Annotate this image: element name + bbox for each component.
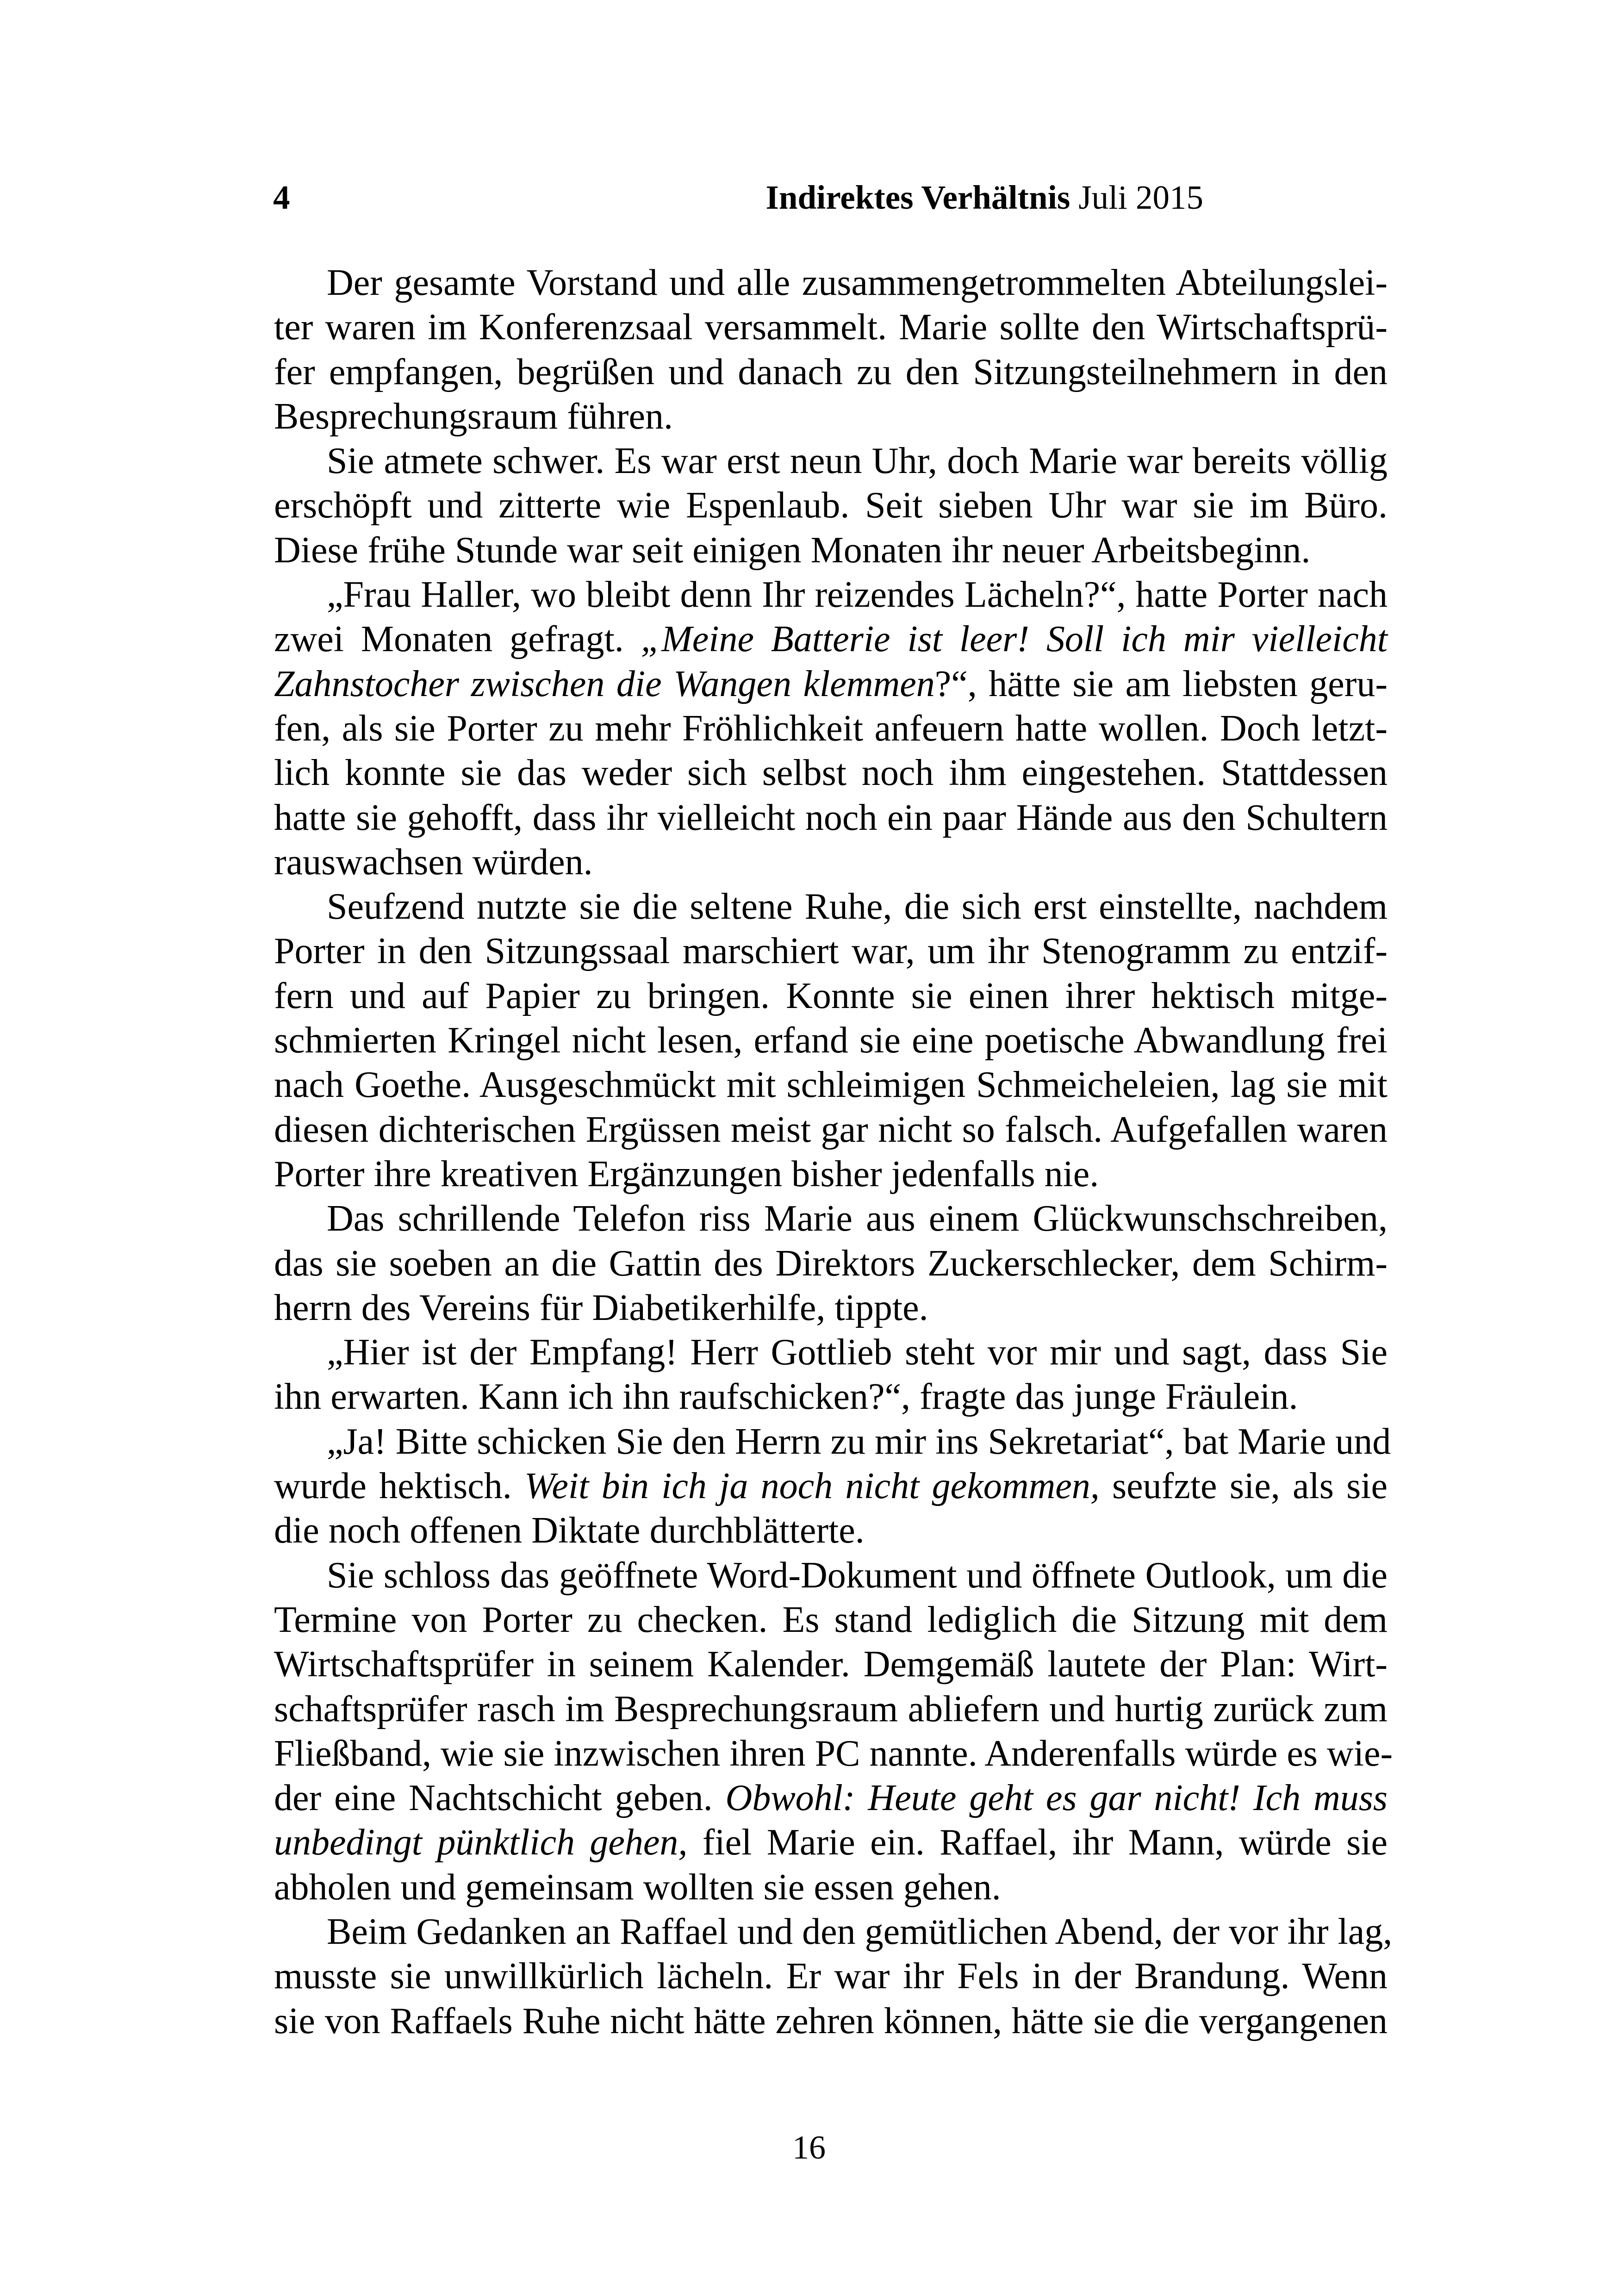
text-run: musste sie unwillkürlich lächeln. Er war ihr Fels in der Brandung. Wenn <box>274 1956 1388 1997</box>
paragraph <box>221 572 1388 884</box>
italic-text-run: Weit bin ich ja noch nicht gekommen, <box>524 1466 1100 1507</box>
italic-text-run: Zahnstocher zwischen die Wangen klemmen <box>274 663 935 704</box>
text-line <box>221 350 1388 394</box>
text-line <box>221 1241 1388 1286</box>
text-run: lich konnte sie das weder sich selbst noch ihm eingestehen. Stattdessen <box>274 753 1388 794</box>
text-line <box>221 305 1388 349</box>
text-run: Fließband, wie sie inzwischen ihren PC nannte. Anderenfalls würde es wie- <box>274 1733 1393 1774</box>
text-run: fern und auf Papier zu bringen. Konnte sie einen ihrer hektisch mitge- <box>274 975 1388 1016</box>
paragraph <box>221 1419 1391 1553</box>
text-run: Diese frühe Stunde war seit einigen Monaten ihr neuer Arbeitsbeginn. <box>274 529 1311 571</box>
text-run: Porter ihre kreativen Ergänzungen bisher jedenfalls nie. <box>274 1153 1099 1195</box>
text-run: nach Goethe. Ausgeschmückt mit schleimigen Schmeicheleien, lag sie mit <box>274 1064 1388 1106</box>
text-line <box>221 439 1388 483</box>
text-line <box>221 1508 1388 1553</box>
page-number: 16 <box>792 2129 826 2166</box>
text-run: zwei Monaten gefragt. <box>274 619 641 660</box>
text-line <box>221 706 1388 751</box>
text-run: hatte sie gehofft, dass ihr vielleicht noch ein paar Hände aus den Schultern <box>274 797 1388 838</box>
text-run: sie von Raffaels Ruhe nicht hätte zehren können, hätte sie die vergangenen <box>274 2000 1388 2041</box>
text-run: rauswachsen würden. <box>274 841 593 883</box>
text-run: fen, als sie Porter zu mehr Fröhlichkeit anfeuern hatte wollen. Doch letzt- <box>274 708 1388 749</box>
italic-text-run: unbedingt pünktlich gehen, <box>274 1822 688 1863</box>
text-line <box>221 1464 1388 1508</box>
text-run: diesen dichterischen Ergüssen meist gar nicht so falsch. Aufgefallen waren <box>274 1109 1388 1150</box>
text-line <box>221 1598 1388 1642</box>
text-line <box>221 1865 1388 1910</box>
italic-text-run: „Meine Batterie ist leer! Soll ich mir vielleicht <box>641 619 1388 660</box>
chapter-date: Juli 2015 <box>1078 179 1203 216</box>
text-line <box>221 1375 1388 1419</box>
paragraph <box>221 1910 1393 2043</box>
text-line <box>221 572 1388 617</box>
text-line <box>221 1910 1393 1954</box>
text-run: seufzte sie, als sie <box>1099 1466 1388 1507</box>
paragraph <box>221 1553 1393 1910</box>
text-line <box>221 261 1388 305</box>
paragraph <box>221 1330 1388 1419</box>
text-run: Wirtschaftsprüfer in seinem Kalender. Demgemäß lautete der Plan: Wirt- <box>274 1644 1388 1685</box>
text-run: herrn des Vereins für Diabetikerhilfe, tippte. <box>274 1287 928 1328</box>
text-run: fiel Marie ein. Raffael, ihr Mann, würde sie <box>687 1822 1388 1863</box>
body-text <box>221 261 1393 2043</box>
text-line <box>221 1286 1388 1330</box>
text-line <box>221 929 1388 973</box>
text-line <box>221 1196 1388 1241</box>
paragraph <box>221 261 1388 439</box>
chapter-heading <box>765 172 1203 223</box>
text-run: „Ja! Bitte schicken Sie den Herrn zu mir ins Sekretariat“, bat Marie und <box>327 1421 1391 1462</box>
text-line <box>221 394 1388 439</box>
text-run: das sie soeben an die Gattin des Direktors Zuckerschlecker, dem Schirm- <box>274 1243 1388 1284</box>
running-header <box>273 172 1203 223</box>
text-line <box>221 1999 1388 2043</box>
text-run: schaftsprüfer rasch im Besprechungsraum abliefern und hurtig zurück zum <box>274 1688 1388 1730</box>
text-line <box>221 1776 1388 1820</box>
text-run: Porter in den Sitzungssaal marschiert war, um ihr Stenogramm zu entzif- <box>274 931 1388 972</box>
text-line <box>221 751 1388 795</box>
text-line <box>221 662 1388 706</box>
text-line <box>221 1419 1391 1464</box>
text-run: ter waren im Konferenzsaal versammelt. Marie sollte den Wirtschaftsprü- <box>274 307 1388 348</box>
text-run: der eine Nachtschicht geben. <box>274 1778 726 1819</box>
text-run: fer empfangen, begrüßen und danach zu den Sitzungsteilnehmern in den <box>274 351 1388 392</box>
text-line <box>221 1687 1388 1731</box>
text-line <box>221 483 1388 528</box>
text-run: ?“, hätte sie am liebsten geru- <box>934 663 1388 704</box>
text-run: Das schrillende Telefon riss Marie aus einem Glückwunschschreiben, <box>327 1198 1388 1239</box>
text-run: Beim Gedanken an Raffael und den gemütlichen Abend, der vor ihr lag, <box>327 1911 1393 1952</box>
text-line <box>221 796 1388 840</box>
text-line <box>221 1954 1388 1998</box>
text-run: ihn erwarten. Kann ich ihn raufschicken?“, fragte das junge Fräulein. <box>274 1376 1298 1418</box>
paragraph <box>221 439 1388 572</box>
italic-text-run: Obwohl: Heute geht es gar nicht! Ich muss <box>725 1778 1388 1819</box>
paragraph <box>221 1196 1388 1330</box>
text-run: schmierten Kringel nicht lesen, erfand sie eine poetische Abwandlung frei <box>274 1020 1388 1061</box>
text-line <box>221 1642 1388 1686</box>
text-line <box>221 1018 1388 1063</box>
text-line <box>221 974 1388 1018</box>
text-run: „Hier ist der Empfang! Herr Gottlieb steht vor mir und sagt, dass Sie <box>327 1332 1388 1373</box>
text-line <box>221 1731 1393 1776</box>
paragraph <box>221 884 1388 1196</box>
text-line <box>221 1553 1388 1598</box>
text-line <box>221 1820 1388 1865</box>
text-run: „Frau Haller, wo bleibt denn Ihr reizendes Lächeln?“, hatte Porter nach <box>327 574 1388 616</box>
text-run: Besprechungsraum führen. <box>274 396 673 437</box>
text-line <box>221 1108 1388 1152</box>
text-run: erschöpft und zitterte wie Espenlaub. Seit sieben Uhr war sie im Büro. <box>274 485 1388 526</box>
text-line <box>221 840 1388 884</box>
text-run: Seufzend nutzte sie die seltene Ruhe, die sich erst einstellte, nachdem <box>327 886 1388 927</box>
text-run: wurde hektisch. <box>274 1466 525 1507</box>
chapter-number: 4 <box>273 179 290 216</box>
text-run: Der gesamte Vorstand und alle zusammengetrommelten Abteilungslei- <box>327 262 1388 303</box>
text-run: abholen und gemeinsam wollten sie essen gehen. <box>274 1867 1001 1908</box>
text-line <box>221 884 1388 929</box>
text-line <box>221 1330 1388 1375</box>
text-run: die noch offenen Diktate durchblätterte. <box>274 1510 865 1551</box>
text-run: Sie schloss das geöffnete Word-Dokument und öffnete Outlook, um die <box>327 1555 1388 1596</box>
text-line <box>221 617 1388 661</box>
text-run: Sie atmete schwer. Es war erst neun Uhr, doch Marie war bereits völlig <box>327 441 1388 482</box>
text-line <box>221 1063 1388 1107</box>
text-run: Termine von Porter zu checken. Es stand lediglich die Sitzung mit dem <box>274 1599 1388 1640</box>
text-line <box>221 1152 1388 1196</box>
text-line <box>221 528 1388 572</box>
chapter-title: Indirektes Verhältnis <box>765 179 1070 216</box>
